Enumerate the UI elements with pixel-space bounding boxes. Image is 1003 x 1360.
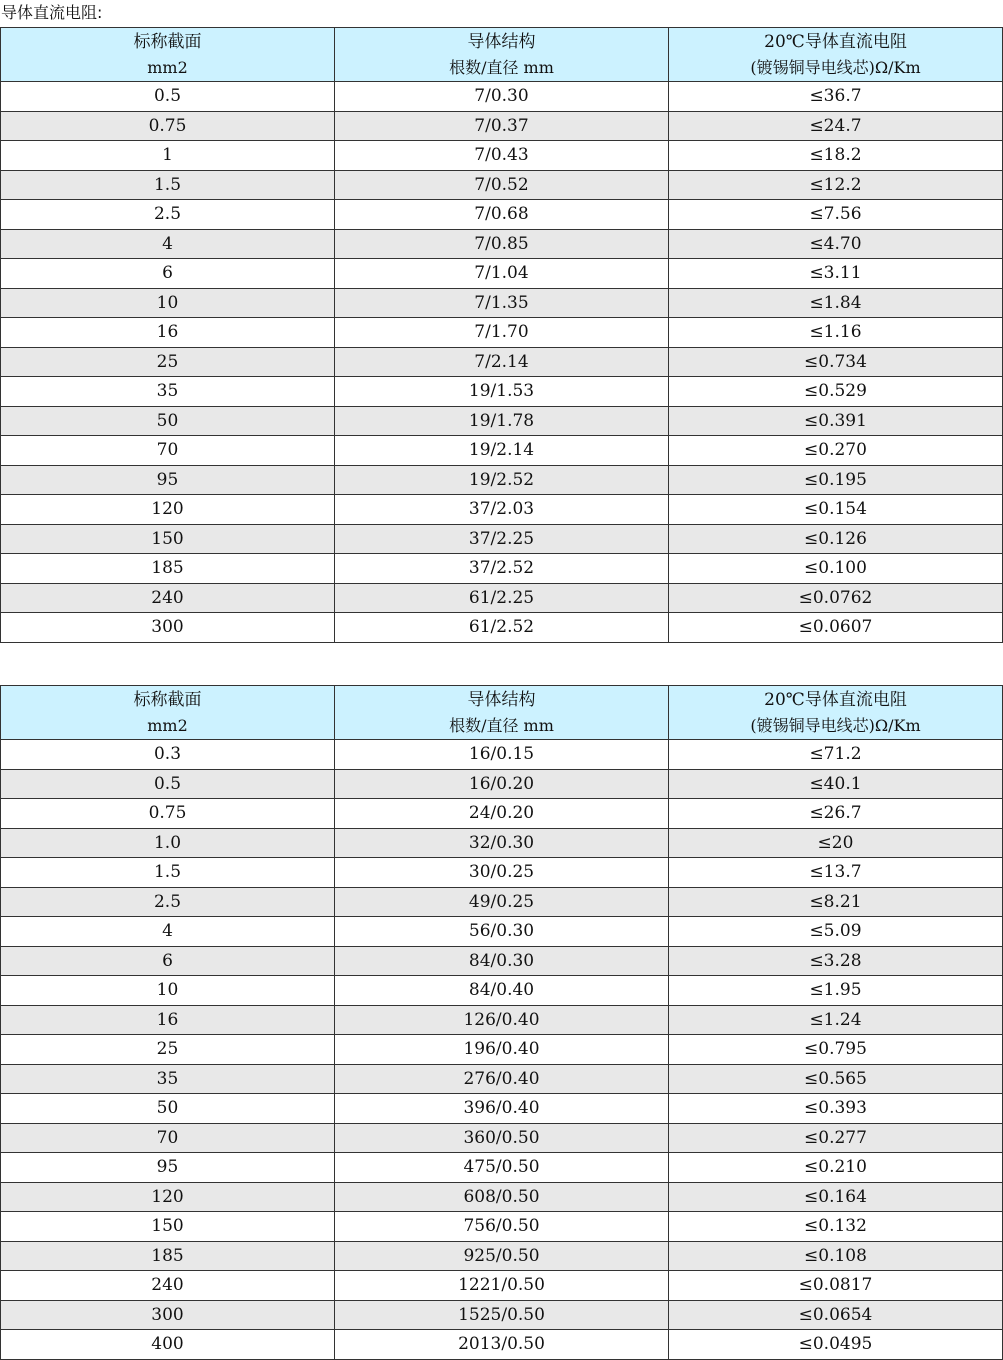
cell-dc-resistance: ≤0.126: [669, 524, 1003, 554]
cell-dc-resistance: ≤0.132: [669, 1212, 1003, 1242]
cell-nominal-section: 0.75: [1, 799, 335, 829]
table-row: [1, 1123, 1003, 1153]
cell-conductor-structure: 32/0.30: [335, 828, 669, 858]
table-row: [1, 141, 1003, 171]
cell-nominal-section: 25: [1, 1035, 335, 1065]
table-row: [1, 229, 1003, 259]
header-line: 20℃导体直流电阻: [764, 689, 907, 710]
cell-conductor-structure: 7/1.04: [335, 259, 669, 289]
cell-dc-resistance: ≤1.84: [669, 288, 1003, 318]
cell-nominal-section: 1.0: [1, 828, 335, 858]
cell-conductor-structure: 16/0.15: [335, 740, 669, 770]
table-row: [1, 1064, 1003, 1094]
header-dc-resistance: [669, 28, 1003, 82]
cell-nominal-section: 50: [1, 1094, 335, 1124]
table-row: [1, 288, 1003, 318]
cell-conductor-structure: 56/0.30: [335, 917, 669, 947]
table-row: [1, 465, 1003, 495]
header-unit: 根数/直径 mm: [449, 715, 554, 735]
table-row: [1, 1005, 1003, 1035]
cell-dc-resistance: ≤0.0654: [669, 1300, 1003, 1330]
cell-nominal-section: 400: [1, 1330, 335, 1360]
cell-nominal-section: 240: [1, 1271, 335, 1301]
cell-dc-resistance: ≤0.565: [669, 1064, 1003, 1094]
cell-dc-resistance: ≤0.393: [669, 1094, 1003, 1124]
cell-nominal-section: 0.3: [1, 740, 335, 770]
cell-nominal-section: 1.5: [1, 858, 335, 888]
table-row: [1, 111, 1003, 141]
cell-nominal-section: 35: [1, 1064, 335, 1094]
table-row: [1, 887, 1003, 917]
cell-conductor-structure: 7/1.35: [335, 288, 669, 318]
cell-conductor-structure: 196/0.40: [335, 1035, 669, 1065]
cell-nominal-section: 25: [1, 347, 335, 377]
cell-nominal-section: 16: [1, 318, 335, 348]
cell-dc-resistance: ≤0.100: [669, 554, 1003, 584]
cell-dc-resistance: ≤0.210: [669, 1153, 1003, 1183]
cell-dc-resistance: ≤1.16: [669, 318, 1003, 348]
cell-nominal-section: 120: [1, 1182, 335, 1212]
header-dc-resistance: [669, 686, 1003, 740]
cell-dc-resistance: ≤3.11: [669, 259, 1003, 289]
header-line: 导体结构: [467, 31, 536, 52]
cell-dc-resistance: ≤26.7: [669, 799, 1003, 829]
cell-conductor-structure: 19/1.78: [335, 406, 669, 436]
cell-nominal-section: 35: [1, 377, 335, 407]
cell-dc-resistance: ≤0.529: [669, 377, 1003, 407]
table-row: [1, 170, 1003, 200]
table-row: [1, 377, 1003, 407]
cell-conductor-structure: 16/0.20: [335, 769, 669, 799]
header-unit: mm2: [147, 715, 188, 735]
cell-dc-resistance: ≤40.1: [669, 769, 1003, 799]
cell-nominal-section: 70: [1, 436, 335, 466]
cell-dc-resistance: ≤0.0817: [669, 1271, 1003, 1301]
cell-dc-resistance: ≤5.09: [669, 917, 1003, 947]
cell-dc-resistance: ≤0.270: [669, 436, 1003, 466]
cell-dc-resistance: ≤0.0495: [669, 1330, 1003, 1360]
table-row: [1, 495, 1003, 525]
cell-nominal-section: 240: [1, 583, 335, 613]
header-nominal-section: [1, 28, 335, 82]
table-header-row: [1, 28, 1003, 82]
table-row: [1, 1330, 1003, 1360]
cell-dc-resistance: ≤13.7: [669, 858, 1003, 888]
table-row: [1, 82, 1003, 112]
cell-dc-resistance: ≤0.277: [669, 1123, 1003, 1153]
table-row: [1, 799, 1003, 829]
table-row: [1, 583, 1003, 613]
cell-nominal-section: 300: [1, 1300, 335, 1330]
cell-conductor-structure: 1221/0.50: [335, 1271, 669, 1301]
table-row: [1, 554, 1003, 584]
header-conductor-structure: [335, 686, 669, 740]
cell-nominal-section: 10: [1, 288, 335, 318]
header-nominal-section: [1, 686, 335, 740]
resistance-table-2: [0, 685, 1003, 1360]
cell-dc-resistance: ≤4.70: [669, 229, 1003, 259]
cell-conductor-structure: 396/0.40: [335, 1094, 669, 1124]
table-row: [1, 917, 1003, 947]
cell-conductor-structure: 49/0.25: [335, 887, 669, 917]
cell-conductor-structure: 19/2.14: [335, 436, 669, 466]
table-row: [1, 259, 1003, 289]
table-row: [1, 1241, 1003, 1271]
cell-dc-resistance: ≤0.0607: [669, 613, 1003, 643]
cell-nominal-section: 2.5: [1, 887, 335, 917]
cell-dc-resistance: ≤3.28: [669, 946, 1003, 976]
cell-conductor-structure: 19/1.53: [335, 377, 669, 407]
cell-dc-resistance: ≤24.7: [669, 111, 1003, 141]
cell-conductor-structure: 30/0.25: [335, 858, 669, 888]
cell-conductor-structure: 756/0.50: [335, 1212, 669, 1242]
cell-dc-resistance: ≤0.108: [669, 1241, 1003, 1271]
cell-conductor-structure: 7/2.14: [335, 347, 669, 377]
table-row: [1, 347, 1003, 377]
table-row: [1, 976, 1003, 1006]
cell-conductor-structure: 19/2.52: [335, 465, 669, 495]
cell-nominal-section: 6: [1, 946, 335, 976]
table-row: [1, 1182, 1003, 1212]
cell-nominal-section: 4: [1, 229, 335, 259]
cell-conductor-structure: 37/2.25: [335, 524, 669, 554]
cell-conductor-structure: 7/0.68: [335, 200, 669, 230]
cell-conductor-structure: 7/0.30: [335, 82, 669, 112]
cell-dc-resistance: ≤0.0762: [669, 583, 1003, 613]
header-unit: (镀锡铜导电线芯)Ω/Km: [750, 715, 921, 735]
cell-nominal-section: 0.75: [1, 111, 335, 141]
cell-nominal-section: 10: [1, 976, 335, 1006]
cell-nominal-section: 95: [1, 465, 335, 495]
cell-conductor-structure: 24/0.20: [335, 799, 669, 829]
cell-dc-resistance: ≤12.2: [669, 170, 1003, 200]
table-row: [1, 613, 1003, 643]
header-conductor-structure: [335, 28, 669, 82]
cell-conductor-structure: 84/0.30: [335, 946, 669, 976]
cell-dc-resistance: ≤18.2: [669, 141, 1003, 171]
cell-dc-resistance: ≤0.164: [669, 1182, 1003, 1212]
cell-conductor-structure: 61/2.52: [335, 613, 669, 643]
table-row: [1, 1035, 1003, 1065]
cell-conductor-structure: 360/0.50: [335, 1123, 669, 1153]
cell-dc-resistance: ≤1.95: [669, 976, 1003, 1006]
cell-nominal-section: 2.5: [1, 200, 335, 230]
header-unit: mm2: [147, 57, 188, 77]
cell-dc-resistance: ≤0.154: [669, 495, 1003, 525]
cell-nominal-section: 4: [1, 917, 335, 947]
cell-nominal-section: 150: [1, 1212, 335, 1242]
header-line: 导体结构: [467, 689, 536, 710]
cell-dc-resistance: ≤20: [669, 828, 1003, 858]
cell-conductor-structure: 37/2.52: [335, 554, 669, 584]
cell-conductor-structure: 276/0.40: [335, 1064, 669, 1094]
header-unit: (镀锡铜导电线芯)Ω/Km: [750, 57, 921, 77]
cell-nominal-section: 150: [1, 524, 335, 554]
cell-conductor-structure: 61/2.25: [335, 583, 669, 613]
table-row: [1, 1300, 1003, 1330]
table-row: [1, 436, 1003, 466]
header-line: 标称截面: [133, 31, 202, 52]
cell-dc-resistance: ≤7.56: [669, 200, 1003, 230]
table-header-row: [1, 686, 1003, 740]
cell-nominal-section: 1: [1, 141, 335, 171]
table-row: [1, 1271, 1003, 1301]
cell-dc-resistance: ≤0.734: [669, 347, 1003, 377]
cell-dc-resistance: ≤8.21: [669, 887, 1003, 917]
table-row: [1, 406, 1003, 436]
cell-nominal-section: 1.5: [1, 170, 335, 200]
cell-nominal-section: 16: [1, 1005, 335, 1035]
cell-conductor-structure: 7/1.70: [335, 318, 669, 348]
header-line: 标称截面: [133, 689, 202, 710]
table-row: [1, 946, 1003, 976]
cell-nominal-section: 95: [1, 1153, 335, 1183]
cell-conductor-structure: 925/0.50: [335, 1241, 669, 1271]
cell-conductor-structure: 126/0.40: [335, 1005, 669, 1035]
cell-conductor-structure: 2013/0.50: [335, 1330, 669, 1360]
resistance-table-1: [0, 27, 1003, 643]
cell-dc-resistance: ≤71.2: [669, 740, 1003, 770]
table-row: [1, 769, 1003, 799]
cell-dc-resistance: ≤1.24: [669, 1005, 1003, 1035]
table-row: [1, 524, 1003, 554]
table-row: [1, 318, 1003, 348]
cell-conductor-structure: 7/0.43: [335, 141, 669, 171]
cell-nominal-section: 50: [1, 406, 335, 436]
cell-dc-resistance: ≤0.795: [669, 1035, 1003, 1065]
cell-conductor-structure: 475/0.50: [335, 1153, 669, 1183]
cell-nominal-section: 6: [1, 259, 335, 289]
cell-nominal-section: 185: [1, 554, 335, 584]
cell-conductor-structure: 7/0.37: [335, 111, 669, 141]
table-row: [1, 740, 1003, 770]
cell-conductor-structure: 84/0.40: [335, 976, 669, 1006]
cell-dc-resistance: ≤0.195: [669, 465, 1003, 495]
cell-conductor-structure: 608/0.50: [335, 1182, 669, 1212]
page-title: 导体直流电阻:: [1, 3, 103, 22]
table-row: [1, 200, 1003, 230]
table-row: [1, 1212, 1003, 1242]
cell-nominal-section: 300: [1, 613, 335, 643]
cell-nominal-section: 185: [1, 1241, 335, 1271]
header-unit: 根数/直径 mm: [449, 57, 554, 77]
table-row: [1, 858, 1003, 888]
table-row: [1, 1153, 1003, 1183]
header-line: 20℃导体直流电阻: [764, 31, 907, 52]
cell-dc-resistance: ≤0.391: [669, 406, 1003, 436]
table-row: [1, 1094, 1003, 1124]
cell-conductor-structure: 7/0.52: [335, 170, 669, 200]
cell-conductor-structure: 1525/0.50: [335, 1300, 669, 1330]
cell-nominal-section: 0.5: [1, 82, 335, 112]
cell-nominal-section: 70: [1, 1123, 335, 1153]
cell-nominal-section: 0.5: [1, 769, 335, 799]
cell-dc-resistance: ≤36.7: [669, 82, 1003, 112]
cell-conductor-structure: 7/0.85: [335, 229, 669, 259]
table-row: [1, 828, 1003, 858]
cell-nominal-section: 120: [1, 495, 335, 525]
cell-conductor-structure: 37/2.03: [335, 495, 669, 525]
